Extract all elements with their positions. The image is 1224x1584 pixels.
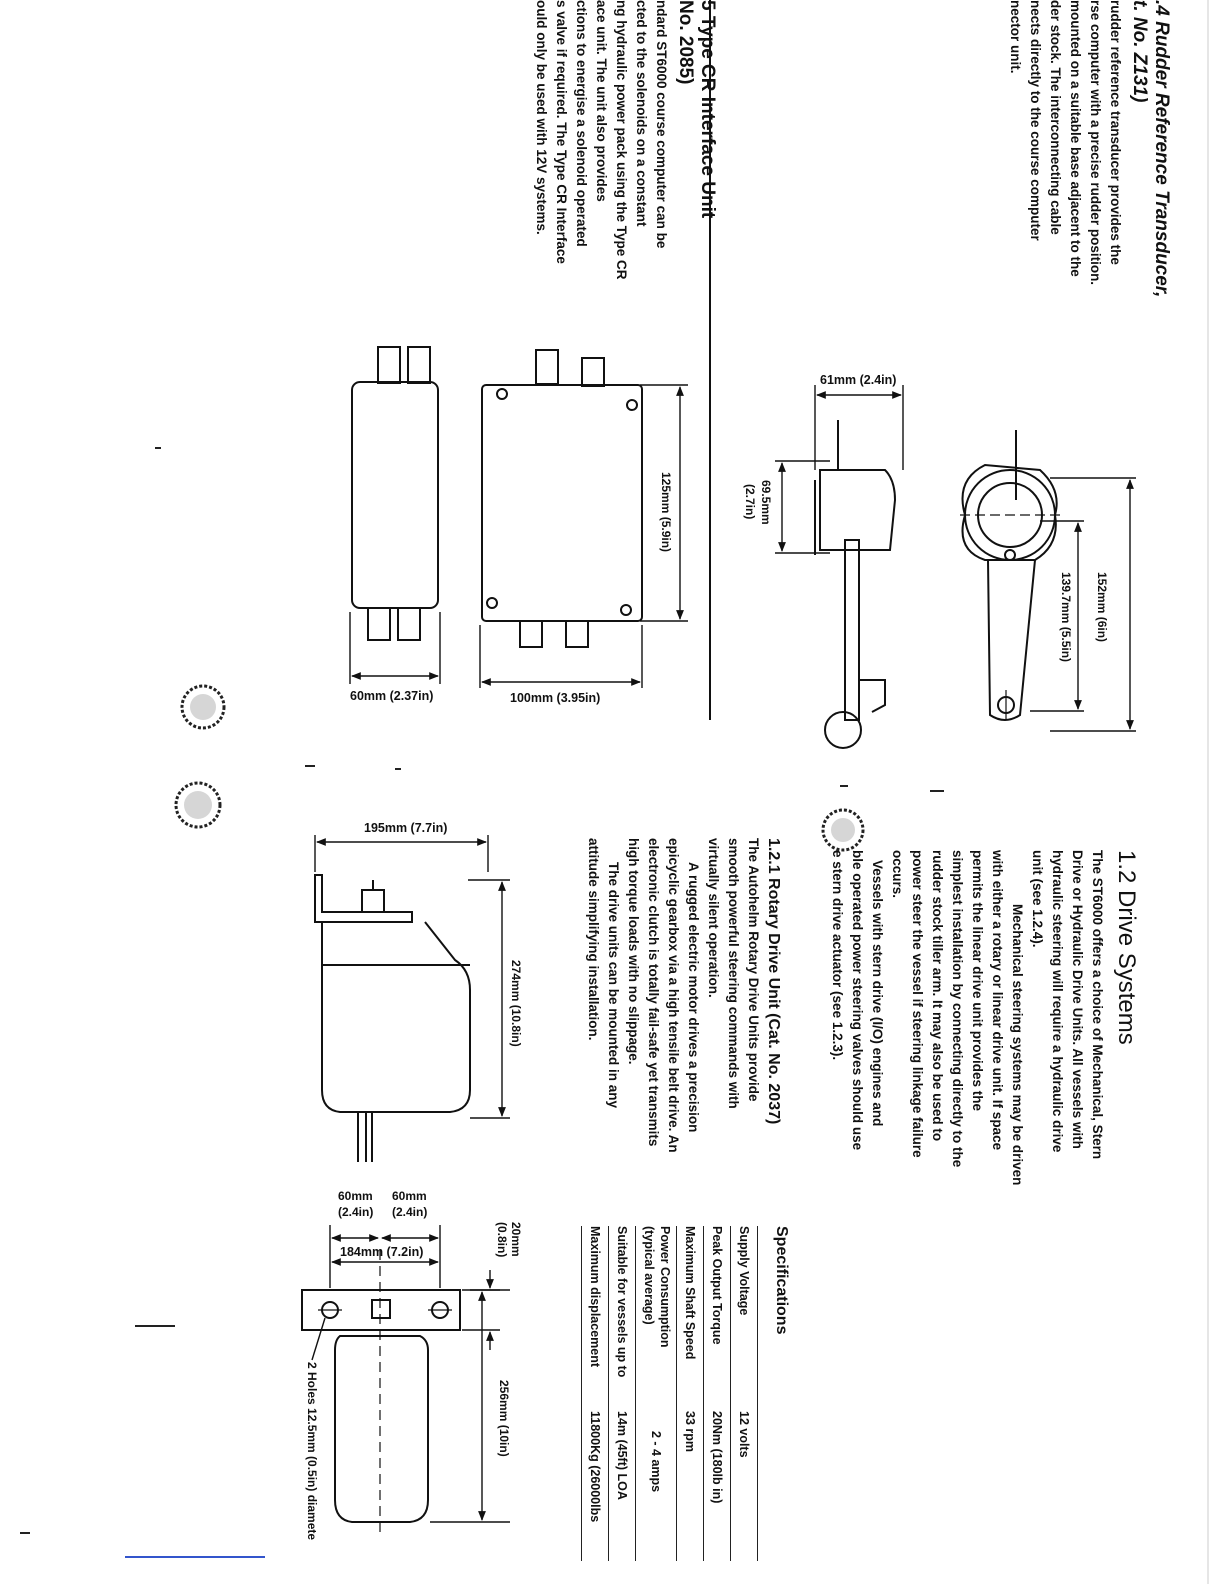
rotary-line: A rugged electric motor drives a precision — [686, 862, 701, 1133]
rudder-transducer-side-view — [815, 420, 895, 748]
spec-value: 11800Kg (26000lbs — [588, 1411, 602, 1523]
cr-line: ould only be used with 12V systems. — [534, 0, 549, 235]
dim-274-label: 274mm (10.8in) — [509, 960, 523, 1047]
spec-value: 2 - 4 amps — [649, 1431, 663, 1493]
drive-line: e stern drive actuator (see 1.2.3). — [830, 850, 845, 1061]
rotary-line: smooth powerful steering commands with — [726, 838, 741, 1109]
cr-interface-title: 5 Type CR Interface Unit — [697, 0, 718, 219]
specifications-title: Specifications — [773, 1226, 790, 1335]
dim-20 — [462, 1270, 500, 1350]
dim-69-label-a: 69.5mm — [759, 480, 773, 525]
holes-label: 2 Holes 12.5mm (0.5in) diamete — [305, 1362, 319, 1541]
rudder-transducer-top-view — [960, 430, 1060, 720]
dim-60 — [350, 612, 440, 684]
spec-value: 20Nm (180lb in) — [710, 1411, 724, 1504]
rotary-drive-title: 1.2.1 Rotary Drive Unit (Cat. No. 2037) — [765, 838, 782, 1125]
dim-60b-label-1: 60mm — [392, 1189, 427, 1203]
drive-line: with either a rotary or linear drive unit. If space — [990, 850, 1005, 1151]
spec-label: Suitable for vessels up to — [615, 1226, 629, 1378]
drive-systems-title: 1.2 Drive Systems — [1113, 850, 1140, 1045]
rudder-line: nector unit. — [1008, 0, 1023, 74]
dim-20-label-a: 20mm — [509, 1222, 523, 1257]
dim-152-label: 152mm (6in) — [1095, 572, 1109, 643]
dim-274 — [468, 880, 510, 1118]
rotary-line: electronic clutch is totally fail-safe yet transmits — [646, 838, 661, 1147]
drive-line: simplest installation by connecting directly to the — [950, 850, 965, 1168]
dim-69-label-b: (2.7in) — [743, 484, 757, 520]
cr-interface-side-view — [352, 347, 438, 640]
drive-line: Drive or Hydraulic Drive Units. All vessels with — [1070, 850, 1085, 1149]
dim-20-label-b: (0.8in) — [495, 1222, 509, 1258]
holes-leader — [312, 1318, 325, 1360]
cr-interface-front-view — [482, 350, 642, 647]
cr-line: ctions to energise a solenoid operated — [574, 0, 589, 247]
drive-line: power steer the vessel if steering linkage failure — [910, 850, 925, 1158]
spec-label: Maximum displacement — [588, 1226, 602, 1368]
rudder-line: rudder reference transducer provides the — [1108, 0, 1123, 265]
drive-line: Mechanical steering systems may be driven — [1010, 904, 1025, 1186]
dim-60a-label-1: 60mm — [338, 1189, 373, 1203]
dim-256-label: 256mm (10in) — [497, 1380, 511, 1457]
cr-interface-catno: No. 2085) — [675, 0, 696, 85]
punch-hole-3 — [823, 810, 863, 850]
spec-label-line: (typical average) — [642, 1226, 656, 1325]
dim-69 — [775, 461, 830, 553]
spec-value: 14m (45ft) LOA — [615, 1411, 629, 1500]
dim-60b-label-2: (2.4in) — [392, 1205, 428, 1219]
spec-label: Maximum Shaft Speed — [683, 1226, 697, 1360]
punch-hole-1 — [182, 686, 224, 728]
dim-61-label: 61mm (2.4in) — [820, 373, 897, 387]
rotary-line: The drive units can be mounted in any — [606, 862, 621, 1109]
spec-label: Peak Output Torque — [710, 1226, 724, 1345]
punch-hole-2 — [176, 783, 220, 827]
rudder-line: mounted on a suitable base adjacent to the — [1068, 0, 1083, 277]
rudder-transducer-title: .4 Rudder Reference Transducer, — [1151, 0, 1172, 298]
cr-line: ndard ST6000 course computer can be — [654, 0, 669, 249]
drive-line: unit (see 1.2.4). — [1030, 850, 1045, 948]
cr-line: s valve if required. The Type CR Interface — [554, 0, 569, 264]
drive-line: hydraulic steering will require a hydraulic drive — [1050, 850, 1065, 1153]
rotary-line: high torque loads with no slippage. — [626, 838, 641, 1065]
spec-label-line: Power Consumption — [657, 1226, 672, 1348]
drive-line: rudder stock tiller arm. It may also be used to — [930, 850, 945, 1142]
spec-value: 12 volts — [737, 1411, 751, 1458]
drive-line: permits the linear drive unit provides the — [970, 850, 985, 1112]
rudder-line: nects directly to the course computer — [1028, 0, 1043, 241]
dim-61 — [815, 385, 903, 470]
cr-line: ng hydraulic power pack using the Type CR — [614, 0, 629, 280]
drive-line: ble operated power steering valves should use — [850, 850, 865, 1151]
dim-125-label: 125mm (5.9in) — [659, 472, 673, 553]
spec-label: Supply Voltage — [737, 1226, 751, 1316]
cr-line: cted to the solenoids on a constant — [634, 0, 649, 227]
dim-60-label: 60mm (2.37in) — [350, 689, 434, 703]
dim-139-label: 139.7mm (5.5in) — [1059, 572, 1073, 663]
dim-195 — [315, 835, 488, 872]
rotary-drive-side-view — [315, 875, 470, 1162]
rudder-line: rse computer with a precise rudder position. — [1088, 0, 1103, 286]
dim-195-label: 195mm (7.7in) — [364, 821, 448, 835]
drive-line: Vessels with stern drive (I/O) engines and — [870, 860, 885, 1127]
dim-100 — [480, 625, 642, 688]
dim-184-label: 184mm (7.2in) — [340, 1245, 424, 1259]
rotary-line: epicyclic gearbox via a high tensile belt drive. An — [666, 838, 681, 1153]
dim-100-label: 100mm (3.95in) — [510, 691, 601, 705]
rudder-transducer-catno: t. No. Z131) — [1129, 0, 1150, 103]
dim-60a-label-2: (2.4in) — [338, 1205, 374, 1219]
drive-line: The ST6000 offers a choice of Mechanical, Stern — [1090, 850, 1105, 1160]
rudder-line: der stock. The interconnecting cable — [1048, 0, 1063, 235]
cr-line: ace unit. The unit also provides — [594, 0, 609, 202]
rotary-line: virtually silent operation. — [706, 838, 721, 998]
rotary-drive-end-view — [302, 1250, 460, 1536]
drive-line: occurs. — [890, 850, 905, 899]
rotary-line: The Autohelm Rotary Drive Units provide — [746, 838, 761, 1102]
rotary-line: attitude simplifying installation. — [586, 838, 601, 1041]
spec-value: 33 rpm — [683, 1411, 697, 1452]
